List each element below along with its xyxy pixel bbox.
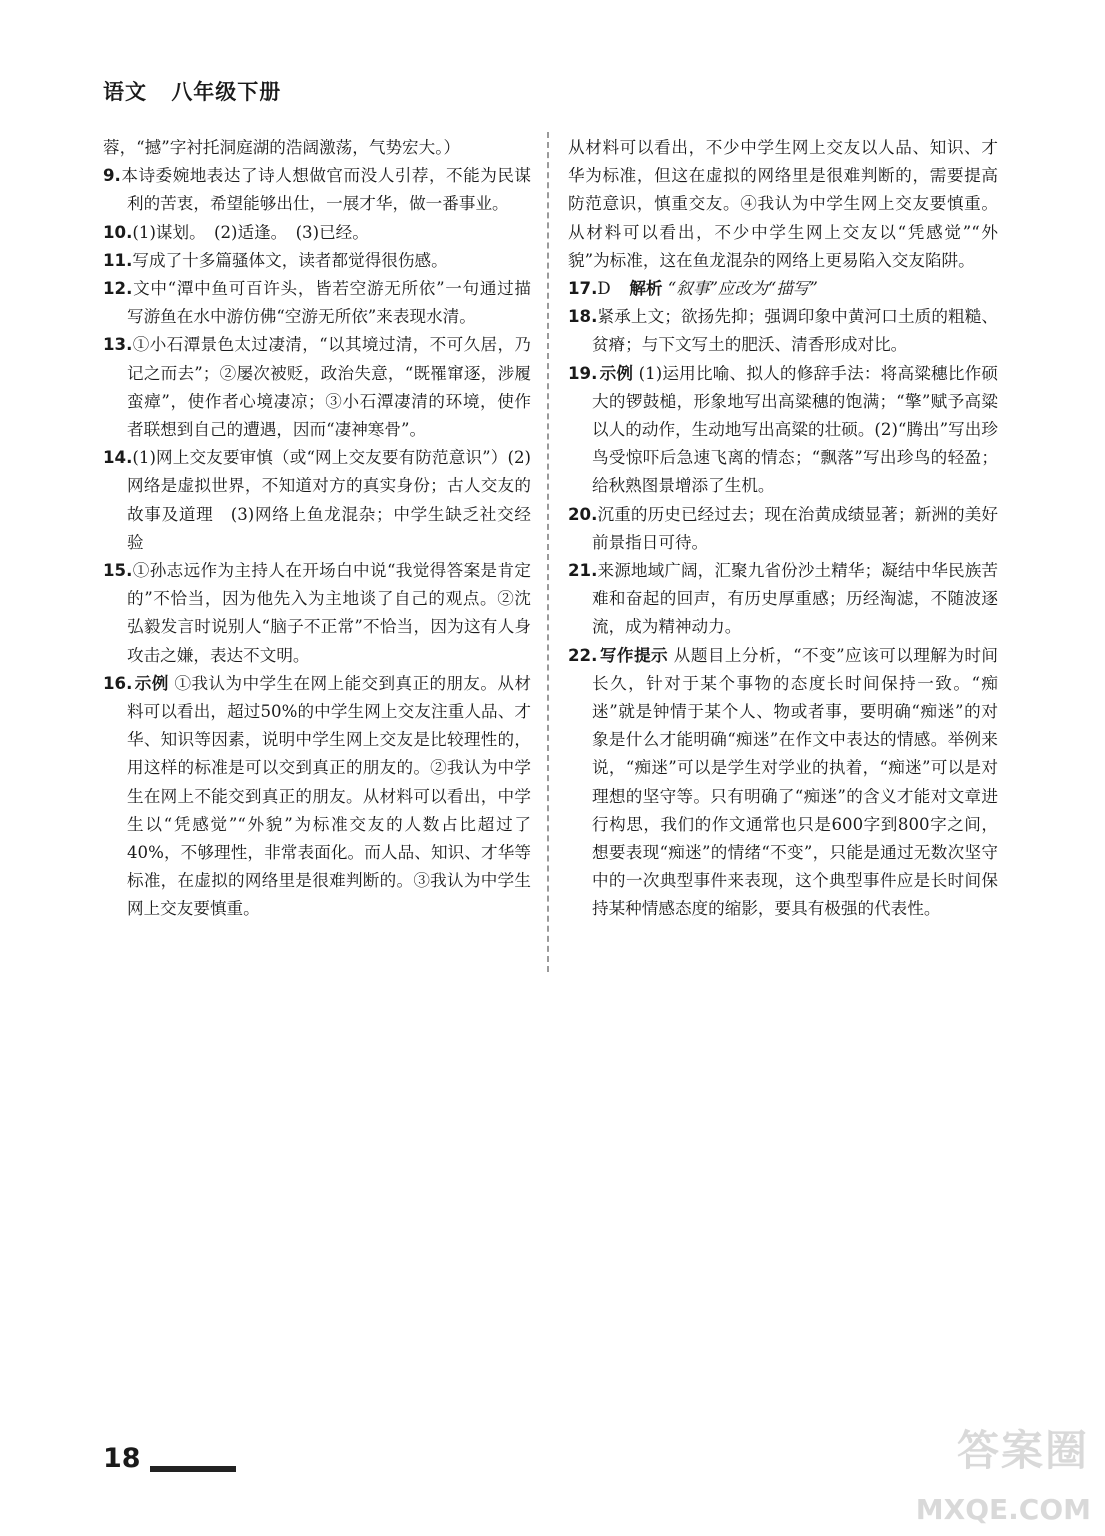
page-header (103, 76, 281, 106)
answer-22-text: 从题目上分析，“不变”应该可以理解为时间长久，针对于某个事物的态度长时间保持一致。“痴迷”就是钟情于某个人、物或者事，要明确“痴迷”的对象是什么才能明确“痴迷”在作文中表达的情感。举例来说，“痴迷”可以是学生对学业的执着，“痴迷”可以是对理想的坚守等。只有明确了“痴迷”的含义才能对文章进行构思，我们的作文通常也只是600字到800字之间，想要表现“痴迷”的情绪“不变”，只能是通过无数次坚守中的一次典型事件来表现，这个典型事件应是长时间保持某种情感态度的缩影，要具有极强的代表性。 (592, 645, 999, 919)
answer-10-number: 10. (103, 222, 133, 242)
answer-11 (103, 247, 531, 275)
answer-16-text: ①我认为中学生在网上能交到真正的朋友。从材料可以看出，超过50%的中学生网上交友注重人品、才华、知识等因素，说明中学生网上交友是比较理性的，用这样的标准是可以交到真正的朋友的。②我认为中学生在网上不能交到真正的朋友。从材料可以看出，中学生以“凭感觉”“外貌”为标准交友的人数占比超过了40%，不够理性，非常表面化。而人品、知识、才华等标准，在虚拟的网络里是很难判断的。③我认为中学生网上交友要慎重。 (127, 673, 532, 919)
answer-20-text: 沉重的历史已经过去；现在治黄成绩显著；新洲的美好前景指日可待。 (592, 504, 998, 552)
answer-17-label: 解析 (629, 279, 663, 299)
answer-17-text: “叙事”应改为“描写” (667, 279, 818, 299)
answer-15-text: ①孙志远作为主持人在开场白中说“我觉得答案是肯定的”不恰当，因为他先入为主地谈了自己的观点。②沈弘毅发言时说别人“脑子不正常”不恰当，因为这有人身攻击之嫌，表达不文明。 (127, 561, 531, 665)
answer-21-text: 来源地域广阔，汇聚九省份沙土精华；凝结中华民族苦难和奋起的回声，有历史厚重感；历经淘滤，不随波逐流，成为精神动力。 (592, 561, 998, 637)
answer-19 (568, 360, 998, 501)
answer-18-number: 18. (568, 307, 598, 327)
answer-16-label: 示例 (134, 673, 169, 693)
page-number: 18 (103, 1443, 141, 1474)
column-divider (547, 132, 549, 972)
answer-19-text: (1)运用比喻、拟人的修辞手法：将高粱穗比作硕大的锣鼓槌，形象地写出高粱穗的饱满；“擎”赋予高粱以人的动作，生动地写出高粱的壮硕。(2)“腾出”写出珍鸟受惊吓后急速飞离的情态；“飘落”写出珍鸟的轻盈；给秋熟图景增添了生机。 (592, 363, 998, 496)
answer-11-number: 11. (103, 250, 133, 270)
answer-10-text: (1)谋划。 (2)适逢。 (3)已经。 (132, 222, 369, 242)
answer-13-text: ①小石潭景色太过凄清，“以其境过清，不可久居，乃记之而去”；②屡次被贬，政治失意，“既罹窜逐，涉履蛮瘴”，使作者心境凄凉；③小石潭凄清的环境，使作者联想到自己的遭遇，因而“凄神寒骨”。 (127, 335, 531, 440)
grade-label: 八年级下册 (171, 80, 282, 104)
answer-21 (568, 557, 998, 642)
answer-22-label: 写作提示 (599, 645, 669, 665)
answer-14-text: (1)网上交友要审慎（或“网上交友要有防范意识”）(2)网络是虚拟世界，不知道对方的真实身份；古人交友的故事及道理 (3)网络上鱼龙混杂；中学生缺乏社交经验 (127, 448, 531, 552)
answer-16-number: 16. (103, 673, 133, 693)
answer-13 (103, 331, 531, 444)
subject-label: 语文 (103, 80, 147, 104)
answer-22 (568, 642, 998, 924)
answer-15 (103, 557, 531, 670)
answer-12-number: 12. (103, 279, 133, 299)
answer-17 (568, 275, 998, 303)
answer-20-number: 20. (568, 504, 598, 524)
answer-12 (103, 275, 531, 331)
answer-20 (568, 501, 998, 557)
answer-22-number: 22. (568, 645, 598, 665)
answer-19-number: 19. (568, 363, 598, 383)
answer-18 (568, 303, 998, 359)
answer-12-text: 文中“潭中鱼可百许头，皆若空游无所依”一句通过描写游鱼在水中游仿佛“空游无所依”来表现水清。 (127, 279, 531, 327)
footer-rule (150, 1466, 236, 1472)
answer-9 (103, 162, 531, 218)
answer-13-number: 13. (103, 335, 133, 355)
answer-17-choice: D (597, 279, 611, 299)
answer-14 (103, 444, 531, 557)
answer-18-text: 紧承上文；欲扬先抑；强调印象中黄河口土质的粗糙、贫瘠；与下文写土的肥沃、清香形成对比。 (592, 307, 998, 355)
answer-19-label: 示例 (599, 363, 634, 383)
answer-8-continuation: 蓉，“撼”字衬托洞庭湖的浩阔激荡，气势宏大。） (103, 138, 461, 157)
watermark (917, 1410, 1097, 1530)
left-column (103, 134, 531, 924)
answer-16-continuation: 从材料可以看出，不少中学生网上交友以人品、知识、才华为标准，但这在虚拟的网络里是很难判断的，需要提高防范意识，慎重交友。④我认为中学生网上交友要慎重。从材料可以看出，不少中学生网上交友以“凭感觉”“外貌”为标准，这在鱼龙混杂的网络上更易陷入交友陷阱。 (568, 138, 998, 270)
right-column (568, 134, 998, 924)
answer-9-number: 9. (103, 166, 121, 186)
answer-16 (103, 670, 531, 924)
watermark-logo: 答案圈 (956, 1426, 1089, 1475)
answer-11-text: 写成了十多篇骚体文，读者都觉得很伤感。 (132, 250, 448, 270)
answer-14-number: 14. (103, 448, 133, 468)
answer-9-text: 本诗委婉地表达了诗人想做官而没人引荐，不能为民谋利的苦衷，希望能够出仕，一展才华，做一番事业。 (120, 166, 531, 214)
answer-10 (103, 219, 531, 247)
answer-15-number: 15. (103, 561, 133, 581)
answer-21-number: 21. (568, 561, 598, 581)
watermark-url: MXQE.COM (915, 1493, 1091, 1526)
answer-17-number: 17. (568, 279, 598, 299)
